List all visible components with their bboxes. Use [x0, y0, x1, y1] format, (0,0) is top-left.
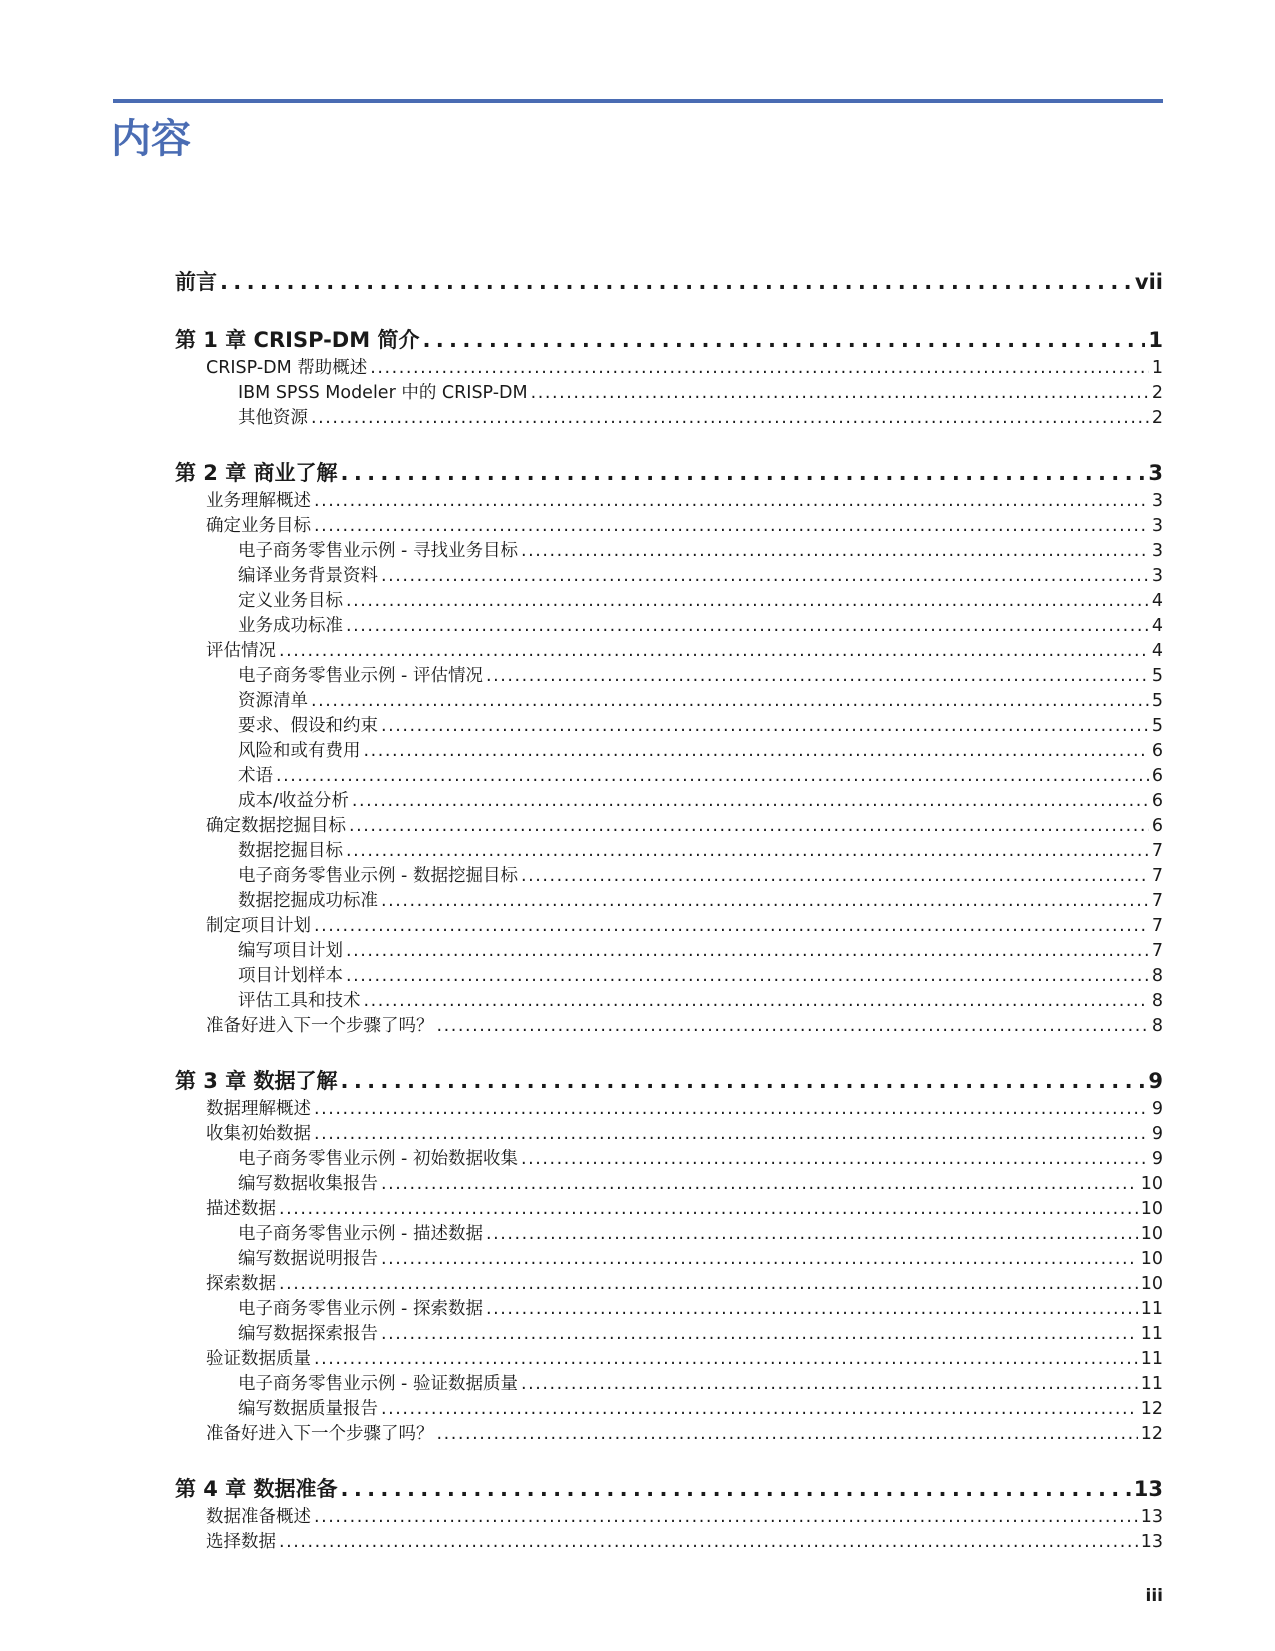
toc-entry-page: 9 — [1151, 1149, 1163, 1169]
toc-subsection[interactable] — [175, 539, 1163, 564]
toc-entry-page: 11 — [1140, 1324, 1163, 1344]
toc-entry-title: CRISP-DM 帮助概述 — [206, 358, 368, 378]
toc-entry-page: 7 — [1151, 891, 1163, 911]
toc-entry-page: 10 — [1140, 1199, 1163, 1219]
toc-entry-title: 电子商务零售业示例 - 初始数据收集 — [238, 1149, 518, 1169]
toc-entry-page: 5 — [1151, 666, 1163, 686]
toc-subsection[interactable] — [175, 406, 1163, 431]
dot-leader — [311, 689, 1149, 714]
dot-leader — [346, 964, 1149, 989]
toc-entry-page: 3 — [1151, 566, 1163, 586]
toc-section[interactable] — [175, 1097, 1163, 1122]
toc-entry-title: IBM SPSS Modeler 中的 CRISP-DM — [238, 383, 528, 403]
toc-entry-page: 8 — [1151, 1016, 1163, 1036]
toc-entry-title: 描述数据 — [206, 1199, 276, 1219]
dot-leader — [341, 457, 1146, 489]
toc-subsection[interactable] — [175, 564, 1163, 589]
toc-section[interactable] — [175, 1530, 1163, 1555]
table-of-contents — [175, 266, 1163, 1581]
dot-leader — [381, 1172, 1138, 1197]
toc-entry-title: 编写数据收集报告 — [238, 1174, 378, 1194]
dot-leader — [314, 489, 1149, 514]
toc-entry-page: 11 — [1140, 1349, 1163, 1369]
toc-entry-page: 6 — [1151, 816, 1163, 836]
toc-entry-title: 项目计划样本 — [238, 966, 343, 986]
toc-entry-title: 编写项目计划 — [238, 941, 343, 961]
dot-leader — [220, 266, 1132, 298]
dot-leader — [381, 889, 1149, 914]
toc-entry-title: 准备好进入下一个步骤了吗？ — [206, 1016, 434, 1036]
toc-entry-title: 数据挖掘成功标准 — [238, 891, 378, 911]
toc-entry-page: 6 — [1151, 766, 1163, 786]
toc-entry-page: 2 — [1151, 408, 1163, 428]
toc-subsection[interactable] — [175, 589, 1163, 614]
toc-entry-title: 电子商务零售业示例 - 验证数据质量 — [238, 1374, 518, 1394]
toc-section[interactable] — [175, 1347, 1163, 1372]
toc-entry-title: 编写数据探索报告 — [238, 1324, 378, 1344]
dot-leader — [531, 381, 1149, 406]
dot-leader — [346, 939, 1149, 964]
toc-subsection[interactable] — [175, 1372, 1163, 1397]
toc-subsection[interactable] — [175, 1147, 1163, 1172]
toc-entry-title: 评估情况 — [206, 641, 276, 661]
toc-section[interactable] — [175, 1014, 1163, 1039]
top-rule — [113, 99, 1163, 103]
dot-leader — [521, 1147, 1149, 1172]
toc-subsection[interactable] — [175, 739, 1163, 764]
toc-subsection[interactable] — [175, 714, 1163, 739]
toc-entry-title: 数据挖掘目标 — [238, 841, 343, 861]
toc-entry-page: 10 — [1140, 1174, 1163, 1194]
dot-leader — [311, 406, 1149, 431]
toc-subsection[interactable] — [175, 664, 1163, 689]
dot-leader — [346, 614, 1149, 639]
toc-subsection[interactable] — [175, 939, 1163, 964]
toc-entry-title: 确定业务目标 — [206, 516, 311, 536]
toc-chapter — [175, 324, 1163, 431]
dot-leader — [381, 1397, 1138, 1422]
dot-leader — [486, 1297, 1138, 1322]
toc-entry-title: 数据准备概述 — [206, 1507, 311, 1527]
dot-leader — [314, 514, 1149, 539]
toc-entry-title: 电子商务零售业示例 - 评估情况 — [238, 666, 483, 686]
toc-section[interactable] — [175, 639, 1163, 664]
dot-leader — [381, 1322, 1138, 1347]
toc-entry-title: 定义业务目标 — [238, 591, 343, 611]
toc-subsection[interactable] — [175, 1322, 1163, 1347]
toc-entry-page: 2 — [1151, 383, 1163, 403]
toc-entry-title: 选择数据 — [206, 1532, 276, 1552]
toc-entry-title: 电子商务零售业示例 - 描述数据 — [238, 1224, 483, 1244]
toc-subsection[interactable] — [175, 381, 1163, 406]
toc-subsection[interactable] — [175, 1172, 1163, 1197]
toc-entry-page: 6 — [1151, 791, 1163, 811]
toc-entry-title: 制定项目计划 — [206, 916, 311, 936]
toc-entry-page: 8 — [1151, 991, 1163, 1011]
toc-entry-page: 10 — [1140, 1274, 1163, 1294]
dot-leader — [314, 1097, 1149, 1122]
dot-leader — [279, 1530, 1138, 1555]
toc-entry-page: 4 — [1151, 591, 1163, 611]
toc-entry-title: 准备好进入下一个步骤了吗？ — [206, 1424, 434, 1444]
toc-entry-page: 11 — [1140, 1374, 1163, 1394]
toc-subsection[interactable] — [175, 889, 1163, 914]
toc-entry-title: 数据理解概述 — [206, 1099, 311, 1119]
dot-leader — [381, 714, 1149, 739]
toc-entry-page: 10 — [1140, 1249, 1163, 1269]
toc-entry-title: 确定数据挖掘目标 — [206, 816, 346, 836]
toc-entry-page: 13 — [1140, 1507, 1163, 1527]
toc-subsection[interactable] — [175, 864, 1163, 889]
toc-entry-title: 电子商务零售业示例 - 寻找业务目标 — [238, 541, 518, 561]
toc-entry-page: 7 — [1151, 916, 1163, 936]
toc-entry-title: 编写数据说明报告 — [238, 1249, 378, 1269]
toc-entry-title: 电子商务零售业示例 - 数据挖掘目标 — [238, 866, 518, 886]
toc-entry-title: 编译业务背景资料 — [238, 566, 378, 586]
dot-leader — [346, 589, 1149, 614]
toc-section[interactable] — [175, 1422, 1163, 1447]
toc-entry-page: 8 — [1151, 966, 1163, 986]
toc-section[interactable] — [175, 489, 1163, 514]
toc-subsection[interactable] — [175, 1397, 1163, 1422]
toc-entry-title: 风险和或有费用 — [238, 741, 361, 761]
toc-chapter — [175, 1473, 1163, 1555]
toc-entry-page: 3 — [1148, 461, 1163, 485]
toc-section[interactable] — [175, 1197, 1163, 1222]
dot-leader — [346, 839, 1149, 864]
dot-leader — [422, 324, 1145, 356]
toc-entry-title: 电子商务零售业示例 - 探索数据 — [238, 1299, 483, 1319]
toc-entry-title: 术语 — [238, 766, 273, 786]
toc-entry-page: 4 — [1151, 616, 1163, 636]
toc-entry-title: 资源清单 — [238, 691, 308, 711]
dot-leader — [314, 1505, 1138, 1530]
toc-chapter — [175, 266, 1163, 298]
toc-entry-page: 7 — [1151, 941, 1163, 961]
dot-leader — [314, 1347, 1138, 1372]
toc-subsection[interactable] — [175, 689, 1163, 714]
dot-leader — [352, 789, 1149, 814]
toc-entry-title: 第 2 章 商业了解 — [175, 461, 338, 485]
toc-subsection[interactable] — [175, 789, 1163, 814]
toc-chapter — [175, 457, 1163, 1039]
toc-entry-title: 第 4 章 数据准备 — [175, 1477, 338, 1501]
toc-chapter — [175, 1065, 1163, 1447]
toc-entry-page: 6 — [1151, 741, 1163, 761]
toc-entry-title: 第 3 章 数据了解 — [175, 1069, 338, 1093]
dot-leader — [486, 664, 1149, 689]
toc-entry-page: 4 — [1151, 641, 1163, 661]
toc-section[interactable] — [175, 1122, 1163, 1147]
toc-entry-page: 1 — [1151, 358, 1163, 378]
toc-subsection[interactable] — [175, 1247, 1163, 1272]
dot-leader — [370, 356, 1149, 381]
toc-section[interactable] — [175, 814, 1163, 839]
toc-entry-page: 7 — [1151, 866, 1163, 886]
toc-entry-page: 9 — [1151, 1124, 1163, 1144]
toc-chapter-heading[interactable] — [175, 457, 1163, 489]
toc-chapter-heading[interactable] — [175, 266, 1163, 298]
toc-entry-title: 业务成功标准 — [238, 616, 343, 636]
toc-entry-page: 13 — [1133, 1477, 1163, 1501]
dot-leader — [437, 1014, 1149, 1039]
dot-leader — [381, 564, 1149, 589]
toc-entry-page: 3 — [1151, 491, 1163, 511]
toc-section[interactable] — [175, 514, 1163, 539]
toc-chapter-heading[interactable] — [175, 1065, 1163, 1097]
toc-chapter-heading[interactable] — [175, 324, 1163, 356]
toc-entry-title: 成本/收益分析 — [238, 791, 349, 811]
toc-entry-page: 12 — [1140, 1424, 1163, 1444]
toc-entry-page: 12 — [1140, 1399, 1163, 1419]
toc-entry-title: 收集初始数据 — [206, 1124, 311, 1144]
toc-section[interactable] — [175, 1505, 1163, 1530]
dot-leader — [279, 1197, 1138, 1222]
toc-entry-page: 9 — [1151, 1099, 1163, 1119]
toc-entry-title: 验证数据质量 — [206, 1349, 311, 1369]
toc-entry-page: 3 — [1151, 541, 1163, 561]
toc-subsection[interactable] — [175, 964, 1163, 989]
dot-leader — [364, 739, 1149, 764]
toc-entry-page: 1 — [1148, 328, 1163, 352]
toc-subsection[interactable] — [175, 839, 1163, 864]
toc-entry-title: 其他资源 — [238, 408, 308, 428]
toc-entry-title: 编写数据质量报告 — [238, 1399, 378, 1419]
toc-subsection[interactable] — [175, 764, 1163, 789]
toc-entry-title: 探索数据 — [206, 1274, 276, 1294]
toc-subsection[interactable] — [175, 1222, 1163, 1247]
toc-subsection[interactable] — [175, 989, 1163, 1014]
dot-leader — [364, 989, 1149, 1014]
toc-section[interactable] — [175, 356, 1163, 381]
toc-entry-page: 13 — [1140, 1532, 1163, 1552]
dot-leader — [341, 1473, 1131, 1505]
toc-entry-title: 前言 — [175, 270, 217, 294]
toc-entry-title: 业务理解概述 — [206, 491, 311, 511]
toc-entry-page: 5 — [1151, 691, 1163, 711]
toc-subsection[interactable] — [175, 1297, 1163, 1322]
dot-leader — [381, 1247, 1138, 1272]
toc-entry-page: 9 — [1148, 1069, 1163, 1093]
toc-entry-page: 11 — [1140, 1299, 1163, 1319]
dot-leader — [486, 1222, 1138, 1247]
dot-leader — [349, 814, 1149, 839]
dot-leader — [314, 914, 1149, 939]
toc-entry-title: 第 1 章 CRISP-DM 简介 — [175, 328, 420, 352]
dot-leader — [521, 539, 1149, 564]
dot-leader — [276, 764, 1149, 789]
page-title: 内容 — [111, 116, 191, 162]
toc-entry-page: 5 — [1151, 716, 1163, 736]
toc-section[interactable] — [175, 1272, 1163, 1297]
dot-leader — [279, 1272, 1138, 1297]
page-number: iii — [1145, 1586, 1163, 1606]
dot-leader — [521, 1372, 1138, 1397]
dot-leader — [521, 864, 1149, 889]
toc-entry-page: 7 — [1151, 841, 1163, 861]
dot-leader — [341, 1065, 1146, 1097]
toc-subsection[interactable] — [175, 614, 1163, 639]
dot-leader — [437, 1422, 1138, 1447]
toc-entry-title: 要求、假设和约束 — [238, 716, 378, 736]
toc-entry-page: 3 — [1151, 516, 1163, 536]
dot-leader — [314, 1122, 1149, 1147]
toc-entry-page: vii — [1134, 270, 1163, 294]
toc-section[interactable] — [175, 914, 1163, 939]
dot-leader — [279, 639, 1149, 664]
toc-entry-title: 评估工具和技术 — [238, 991, 361, 1011]
toc-chapter-heading[interactable] — [175, 1473, 1163, 1505]
toc-entry-page: 10 — [1140, 1224, 1163, 1244]
